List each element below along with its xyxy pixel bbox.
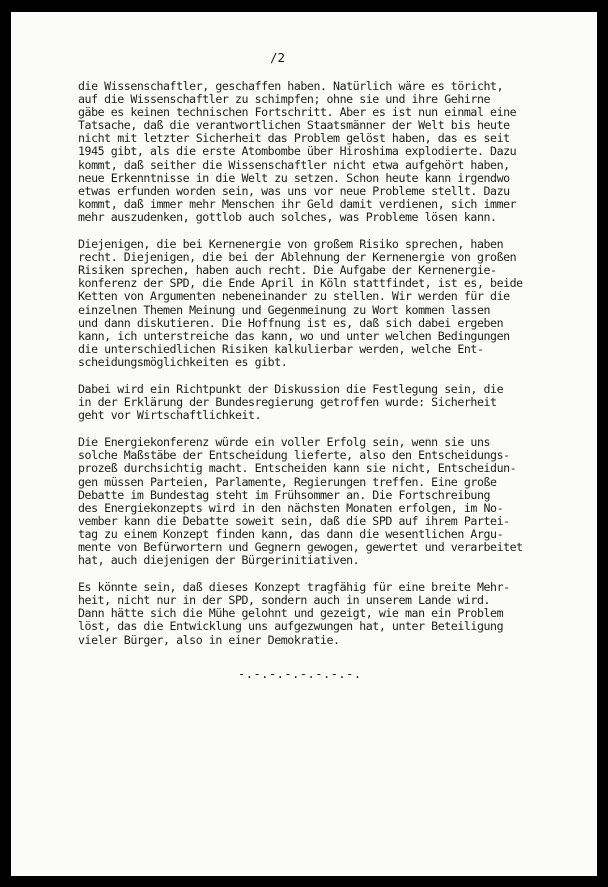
text-line: kommt, daß immer mehr Menschen ihr Geld damit verdienen, sich immer — [78, 196, 517, 211]
text-line: Ketten von Argumenten nebeneinander zu stellen. Wir werden für die — [78, 289, 510, 304]
text-line: nicht mit letzter Sicherheit das Problem gelöst haben, das es seit — [78, 131, 510, 146]
text-line: und dann diskutieren. Die Hoffnung ist es, daß sich dabei ergeben — [78, 315, 504, 330]
text-line: Es könnte sein, daß dieses Konzept tragfähig für eine breite Mehr- — [78, 580, 510, 595]
text-line: gen müssen Parteien, Parlamente, Regierungen treffen. Eine große — [78, 474, 497, 489]
text-line: tag zu einem Konzept finden kann, das dann die wesentlichen Argu- — [78, 526, 504, 541]
text-line: heit, nicht nur in der SPD, sondern auch in unserem Lande wird. — [78, 593, 491, 608]
text-line: kommt, daß seither die Wissenschaftler nicht etwa aufgehört haben, — [78, 157, 510, 172]
document-body — [78, 80, 548, 661]
text-line: vieler Bürger, also in einer Demokratie. — [78, 632, 340, 647]
text-line: prozeß durchsichtig macht. Entscheiden kann sie nicht, Entscheidun- — [78, 461, 517, 476]
text-line: Debatte im Bundestag steht im Frühsommer an. Die Fortschreibung — [78, 487, 491, 502]
paragraph — [78, 238, 548, 369]
text-line: Diejenigen, die bei Kernenergie von großem Risiko sprechen, haben — [78, 237, 504, 252]
text-line: Tatsache, daß die verantwortlichen Staatsmänner der Welt bis heute — [78, 118, 510, 133]
text-line: Risiken sprechen, haben auch recht. Die Aufgabe der Kernenergie- — [78, 263, 497, 278]
text-line: des Energiekonzepts wird in den nächsten Monaten erfolgen, im No- — [78, 500, 504, 515]
document-page — [11, 12, 597, 876]
paragraph — [78, 436, 548, 567]
text-line: Dann hätte sich die Mühe gelohnt und gezeigt, wie man ein Problem — [78, 606, 504, 621]
text-line: einzelnen Themen Meinung und Gegenmeinung zu Wort kommen lassen — [78, 302, 491, 317]
text-line: Dabei wird ein Richtpunkt der Diskussion die Festlegung sein, die — [78, 381, 504, 396]
text-line: Die Energiekonferenz würde ein voller Erfolg sein, wenn sie uns — [78, 435, 491, 450]
text-line: geht vor Wirtschaftlichkeit. — [78, 408, 262, 423]
text-line: scheidungsmöglichkeiten es gibt. — [78, 354, 288, 369]
text-line: in der Erklärung der Bundesregierung getroffen wurde: Sicherheit — [78, 395, 497, 410]
text-line: recht. Diejenigen, die bei der Ablehnung der Kernenergie von großen — [78, 250, 517, 265]
text-line: kann, ich unterstreiche das kann, wo und unter welchen Bedingungen — [78, 328, 510, 343]
paragraph — [78, 581, 548, 646]
text-line: hat, auch diejenigen der Bürgerinitiativen. — [78, 553, 360, 568]
text-line: neue Erkenntnisse in die Welt zu setzen. Schon heute kann irgendwo — [78, 170, 510, 185]
page-number: /2 — [270, 50, 286, 65]
text-line: die unterschiedlichen Risiken kalkulierbar werden, welche Ent- — [78, 341, 484, 356]
paragraph — [78, 383, 548, 422]
text-line: konferenz der SPD, die Ende April in Köln stattfindet, ist es, beide — [78, 276, 523, 291]
text-line: vember kann die Debatte soweit sein, daß die SPD auf ihrem Partei- — [78, 513, 510, 528]
closing-separator: -.-.-.-.-.-.-.-. — [238, 667, 362, 681]
text-line: die Wissenschaftler, geschaffen haben. Natürlich wäre es töricht, — [78, 79, 504, 93]
text-line: mente von Befürwortern und Gegnern gewogen, gewertet und verarbeitet — [78, 540, 523, 554]
text-line: solche Maßstäbe der Entscheidung lieferte, also den Entscheidungs- — [78, 448, 510, 463]
paragraph — [78, 80, 548, 224]
text-line: gäbe es keinen technischen Fortschritt. Aber es ist nun einmal eine — [78, 105, 517, 120]
text-line: mehr auszudenken, gottlob auch solches, was Probleme lösen kann. — [78, 209, 497, 224]
text-line: etwas erfunden worden sein, was uns vor neue Probleme stellt. Dazu — [78, 183, 510, 198]
text-line: auf die Wissenschaftler zu schimpfen; ohne sie und ihre Gehirne — [78, 92, 491, 107]
text-line: 1945 gibt, als die erste Atombombe über Hiroshima explodierte. Dazu — [78, 144, 517, 159]
text-line: löst, das die Entwicklung uns aufgezwungen hat, unter Beteiligung — [78, 619, 504, 634]
